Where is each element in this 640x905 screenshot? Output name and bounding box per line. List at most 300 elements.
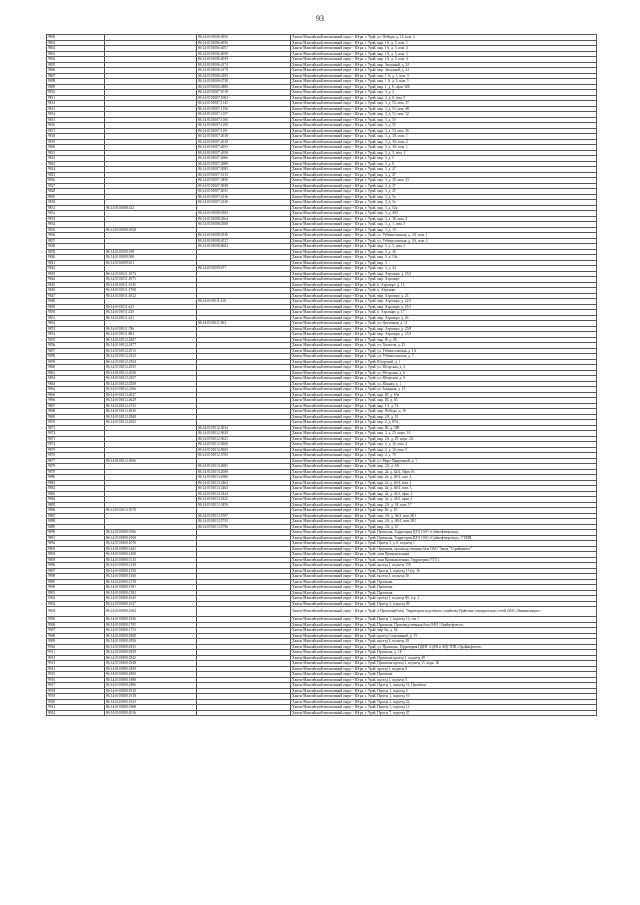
row-number-cell: 9822 xyxy=(47,156,105,162)
cadastral-number-cell: 86:14:0101006:4058 xyxy=(197,51,291,57)
row-number-cell: 9893 xyxy=(47,546,105,552)
address-cell: Ханты-Мансийский автономный округ - Югра, г. Урай, мкр. 3, д. 47 xyxy=(291,167,597,173)
cadastral-number-cell: 86:14:0101008:6602 xyxy=(197,244,291,250)
row-number-cell: 9825 xyxy=(47,172,105,178)
address-cell: Ханты-Мансийский автономный округ - Югра, г. Урай, мкр. Аэропорт, д. 23 xyxy=(291,293,597,299)
row-number-cell: 9887 xyxy=(47,513,105,519)
address-cell: Ханты-Мансийский автономный округ - Югра, г. Урай, мкр. 3, д. 37 xyxy=(291,183,597,189)
old-cadastral-cell: 86:14:0101800:1657 xyxy=(105,601,197,607)
row-number-cell: 9811 xyxy=(47,95,105,101)
row-number-cell: 9876 xyxy=(47,453,105,459)
cadastral-number-cell: 86:14:0101013:3456 xyxy=(197,502,291,508)
cadastral-number-cell: 86:14:0101007:4136 xyxy=(197,194,291,200)
address-cell: Ханты-Мансийский автономный округ - Югра, г. Урай, мкр. 2А, д. 40/4, пом. 001 xyxy=(291,519,597,525)
row-number-cell: 9903 xyxy=(47,601,105,607)
row-number-cell: 9835 xyxy=(47,227,105,233)
row-number-cell: 9818 xyxy=(47,134,105,140)
cadastral-number-cell: 86:14:0101013:5796 xyxy=(197,524,291,530)
address-cell: Ханты-Мансийский автономный округ - Югра, г. Урай, мкр. 1А, д. 5, пом. 3 xyxy=(291,51,597,57)
row-number-cell: 9837 xyxy=(47,238,105,244)
row-number-cell: 9899 xyxy=(47,579,105,585)
row-number-cell: 9836 xyxy=(47,233,105,239)
row-number-cell: 9814 xyxy=(47,112,105,118)
address-cell: Ханты-Мансийский автономный округ - Югра, г. Урай, Проезд 7, подъезд 47 xyxy=(291,710,597,716)
old-cadastral-cell: 86:14:0101012:2513 xyxy=(105,348,197,354)
row-number-cell: 9894 xyxy=(47,552,105,558)
cadastral-number-cell: 86:14:0101008:4536 xyxy=(197,233,291,239)
cadastral-number-cell: 86:14:0101007:1157 xyxy=(197,112,291,118)
cadastral-number-cell: 86:14:0101013:5732 xyxy=(197,519,291,525)
cadastral-number-cell xyxy=(197,710,291,716)
row-number-cell: 9812 xyxy=(47,101,105,107)
address-cell: Ханты-Мансийский автономный округ - Югра, г. Урай, мкр. 3, д. 8 xyxy=(291,161,597,167)
old-cadastral-cell: 86:14:0101800:1839 xyxy=(105,650,197,656)
row-number-cell: 9919 xyxy=(47,694,105,700)
address-cell: Ханты-Мансийский автономный округ - Югра, г. Урай, мкр. 1А, д. 5, пом. 4 xyxy=(291,57,597,63)
row-number-cell: 9831 xyxy=(47,205,105,211)
row-number-cell: 9879 xyxy=(47,469,105,475)
cadastral-number-cell: 86:14:0101006:4880 xyxy=(197,84,291,90)
row-number-cell: 9867 xyxy=(47,403,105,409)
row-number-cell: 9920 xyxy=(47,699,105,705)
address-cell: Ханты-Мансийский автономный округ - Югра, г. Урай, проезд 3, подъезд 30 xyxy=(291,574,597,580)
cadastral-number-cell: 86:14:0101006:4179 xyxy=(197,68,291,74)
old-cadastral-cell: 86:14:0101012:2566 xyxy=(105,387,197,393)
address-cell: Ханты-Мансийский автономный округ - Югра, г. Урай, проезд Спортивный, д. 13 xyxy=(291,633,597,639)
old-cadastral-cell: 86:14:0101800:1705 xyxy=(105,622,197,628)
row-number-cell: 9915 xyxy=(47,672,105,678)
row-number-cell: 9855 xyxy=(47,337,105,343)
address-cell: Ханты-Мансийский автономный округ - Югра, г. Урай, мкр. 3, д. 2 xyxy=(291,90,597,96)
row-number-cell: 9868 xyxy=(47,409,105,415)
old-cadastral-cell: 86:14:0101011:430 xyxy=(105,310,197,316)
address-cell: Ханты-Мансийский автономный округ - Югра, г. Урай, мкр. 2а, д. 40/4, пом. 3 xyxy=(291,486,597,492)
row-number-cell: 9847 xyxy=(47,293,105,299)
old-cadastral-cell: 86:14:0101011:431 xyxy=(105,315,197,321)
cadastral-number-cell: 86:14:0101007:3856 xyxy=(197,178,291,184)
row-number-cell: 9872 xyxy=(47,431,105,437)
row-number-cell: 9885 xyxy=(47,502,105,508)
row-number-cell: 9881 xyxy=(47,480,105,486)
cadastral-number-cell: 86:14:0101006:4738 xyxy=(197,79,291,85)
row-number-cell: 9850 xyxy=(47,310,105,316)
cadastral-number-cell: 86:14:0101013:2462 xyxy=(197,480,291,486)
address-cell: Ханты-Мансийский автономный округ - Югра, г. Урай, мкр. 2, д. 76 xyxy=(291,453,597,459)
old-cadastral-cell: 86:14:0101800:1645 xyxy=(105,596,197,602)
cadastral-number-cell: 86:14:0101013:2080 xyxy=(197,469,291,475)
old-cadastral-cell: 86:14:0101011:882 xyxy=(105,332,197,338)
row-number-cell: 9902 xyxy=(47,596,105,602)
old-cadastral-cell: 86:14:0101800:1529 xyxy=(105,563,197,569)
row-number-cell: 9896 xyxy=(47,563,105,569)
address-cell: Ханты-Мансийский автономный округ - Югра, г. Урай, Проезд 1, подъезд 15 (а), 16 xyxy=(291,568,597,574)
address-cell: Ханты-Мансийский автономный округ - Югра, г. Урай, проезд 3, подъезд 8 xyxy=(291,666,597,672)
cadastral-number-cell: 86:14:0101008:4508 xyxy=(197,222,291,228)
row-number-cell: 9807 xyxy=(47,73,105,79)
address-cell: Ханты-Мансийский автономный округ - Югра, г. Урай, мкр. Ш, д. 87 xyxy=(291,508,597,514)
cadastral-number-cell: 86:14:0101007:1156 xyxy=(197,106,291,112)
row-number-cell: 9883 xyxy=(47,491,105,497)
row-number-cell: 9921 xyxy=(47,705,105,711)
old-cadastral-cell: 86:14:0101800:1896 xyxy=(105,683,197,689)
row-number-cell: 9886 xyxy=(47,508,105,514)
address-cell: Ханты-Мансийский автономный округ - Югра, г. Урай, мкр. 3, д. 52а xyxy=(291,205,597,211)
address-cell: Ханты-Мансийский автономный округ - Югра, г. Урай, ул. Западная, д. 19 xyxy=(291,387,597,393)
old-cadastral-cell: 86:14:0101800:1578 xyxy=(105,579,197,585)
cadastral-number-cell: 86:14:0101008:4363 xyxy=(197,211,291,217)
row-number-cell: 9901 xyxy=(47,590,105,596)
address-cell: Ханты-Мансийский автономный округ - Югра, г. Урай, проезд 3, подъезд 29 xyxy=(291,639,597,645)
row-number-cell: 9830 xyxy=(47,200,105,206)
row-number-cell: 9800 xyxy=(47,35,105,41)
address-cell: Ханты-Мансийский автономный округ - Югра, г. Урай, мкр. 3, д. 53, пом. 37 xyxy=(291,101,597,107)
row-number-cell: 9854 xyxy=(47,332,105,338)
old-cadastral-cell: 86:14:0101800:1694 xyxy=(105,607,197,617)
address-cell: Ханты-Мансийский автономный округ - Югра, г. Урай, Промзона, Территория ЦТО ОАО «Сибнефтепровод», УТМН xyxy=(291,535,597,541)
old-cadastral-cell: 86:14:0101012:2557 xyxy=(105,376,197,382)
row-number-cell: 9882 xyxy=(47,486,105,492)
address-cell: Ханты-Мансийский автономный округ - Югра, г. Урай, Проезд 1, подъезд 13, стр 1 xyxy=(291,617,597,623)
old-cadastral-cell: 86:14:0101012:2554 xyxy=(105,359,197,365)
old-cadastral-cell: 86:14:0101012:2555 xyxy=(105,365,197,371)
row-number-cell: 9851 xyxy=(47,315,105,321)
cadastral-number-cell: 86:14:0101013:3324 xyxy=(197,491,291,497)
row-number-cell: 9860 xyxy=(47,365,105,371)
address-cell: Ханты-Мансийский автономный округ - Югра, г. Урай, ул. Цветочная, д. 11 xyxy=(291,321,597,327)
address-cell: Ханты-Мансийский автономный округ - Югра, г. Урай, мкр. 3, д. 3, пом. 2 xyxy=(291,150,597,156)
row-number-cell: 9900 xyxy=(47,585,105,591)
old-cadastral-cell: 86:14:0101011:425 xyxy=(105,304,197,310)
old-cadastral-cell: 86:14:0101012:2943 xyxy=(105,420,197,426)
old-cadastral-cell: 86:14:0101800:1833 xyxy=(105,644,197,650)
row-number-cell: 9808 xyxy=(47,79,105,85)
row-number-cell: 9845 xyxy=(47,282,105,288)
address-cell: Ханты-Мансийский автономный округ - Югра, г. Урай, Промзона xyxy=(291,590,597,596)
address-cell: Ханты-Мансийский автономный округ - Югра, г. Урай, Промзона, производственная база ОАО "Завод "Стройинвест" xyxy=(291,546,597,552)
row-number-cell: 9815 xyxy=(47,117,105,123)
address-cell: Ханты-Мансийский автономный округ - Югра, г. Урай, мкр. Ш, д. 65а xyxy=(291,392,597,398)
address-cell: Ханты-Мансийский автономный округ - Югра, г. Урай, мкр. 3, д. 3А, пом. 2 xyxy=(291,139,597,145)
row-number-cell: 9922 xyxy=(47,710,105,716)
cadastral-number-cell: 86:14:0101013:3325 xyxy=(197,497,291,503)
cadastral-number-cell: 86:14:0101012:3669 xyxy=(197,447,291,453)
address-cell: Ханты-Мансийский автономный округ - Югра, г. Урай, мкр Ли, д. 54 xyxy=(291,628,597,634)
old-cadastral-cell: 86:14:0101012:2477 xyxy=(105,343,197,349)
row-number-cell: 9820 xyxy=(47,145,105,151)
address-cell: Ханты-Мансийский автономный округ - Югра, г. Урай, ул. Морс-Приречный, д. 1 xyxy=(291,458,597,464)
row-number-cell: 9805 xyxy=(47,62,105,68)
row-number-cell: 9880 xyxy=(47,475,105,481)
address-cell: Ханты-Мансийский автономный округ - Югра, г. Урай, мкр. 3, д. 3А, пом. 1 xyxy=(291,134,597,140)
row-number-cell: 9844 xyxy=(47,277,105,283)
old-cadastral-cell: 86:14:0101012:4566 xyxy=(105,458,197,464)
old-cadastral-cell: 86:14:0101800:1923 xyxy=(105,699,197,705)
row-number-cell: 9888 xyxy=(47,519,105,525)
old-cadastral-cell: 86:14:0101800:1068 xyxy=(105,535,197,541)
old-cadastral-cell: 86:14:0101800:1066 xyxy=(105,530,197,536)
address-cell: Ханты-Мансийский автономный округ - Югра, г. Урай, мкр. 2, д. 85А xyxy=(291,420,597,426)
row-number-cell: 9858 xyxy=(47,354,105,360)
old-cadastral-cell: 86:14:0101012:2556 xyxy=(105,370,197,376)
cadastral-number-cell: 86:14:0101013:2463 xyxy=(197,486,291,492)
row-number-cell: 9906 xyxy=(47,622,105,628)
address-cell: Ханты-Мансийский автономный округ - Югра, г. Урай, проезд 1, подъезд 8б, стр. 2 xyxy=(291,596,597,602)
address-cell: Ханты-Мансийский автономный округ - Югра, г. Урай, Промзона xyxy=(291,579,597,585)
address-cell: Ханты-Мансийский автономный округ - Югра, г. Урай, мкр. 2А, д. 4А xyxy=(291,464,597,470)
cadastral-number-cell: 86:14:0101007:3115 xyxy=(197,172,291,178)
address-cell: Ханты-Мансийский автономный округ - Югра, г. Урай, мкр. 3, д. 8, пом. 5 xyxy=(291,95,597,101)
row-number-cell: 9863 xyxy=(47,381,105,387)
address-cell: Ханты-Мансийский автономный округ - Югра, г. Урай, Промзона проезд 1, подъезд 15, корп. 1Б xyxy=(291,661,597,667)
address-cell: Ханты-Мансийский автономный округ - Югра, г. Урай, Проезд 3, д. 6, подъезд 1 xyxy=(291,541,597,547)
address-cell: Ханты-Мансийский автономный округ - Югра, г. Урай, мкр. 1А, д. 74 xyxy=(291,403,597,409)
row-number-cell: 9823 xyxy=(47,161,105,167)
address-cell: Ханты-Мансийский автономный округ - Югра, г. Урай, мкр. 3, д. 54а xyxy=(291,255,597,261)
address-cell: Ханты-Мансийский автономный округ - Югра, г. Урай, мкр. 2, д. 16, пом. 5 xyxy=(291,447,597,453)
address-cell: Ханты-Мансийский автономный округ - Югра, г. Урай, п. Аэропорт xyxy=(291,288,597,294)
cadastral-number-cell: 86:14:0101007:3083 xyxy=(197,167,291,173)
cadastral-number-cell: 86:14:0101012:3054 xyxy=(197,425,291,431)
address-cell: Ханты-Мансийский автономный округ - Югра, г. Урай, мкр. Ш, д. 589 xyxy=(291,425,597,431)
cadastral-number-cell: 86:14:0101012:3620 xyxy=(197,431,291,437)
row-number-cell: 9803 xyxy=(47,51,105,57)
cadastral-number-cell: 86:14:0101007:2680 xyxy=(197,161,291,167)
cadastral-number-cell: 86:14:0101006:3656 xyxy=(197,35,291,41)
cadastral-number-cell: 86:14:0101012:3621 xyxy=(197,436,291,442)
address-cell: Ханты-Мансийский автономный округ - Югра, г. Урай, мкр. 3, д. 38, пом. 4 xyxy=(291,216,597,222)
address-cell: Ханты-Мансийский автономный округ - Югра, г. Урай, мкр. 3, д. 19 xyxy=(291,227,597,233)
address-cell: Ханты-Мансийский автономный округ - Югра, г. Урай, мкр. 3, д. 16 xyxy=(291,249,597,255)
old-cadastral-cell: 86:14:0101800:1918 xyxy=(105,694,197,700)
address-cell: Ханты-Мансийский автономный округ - Югра, г. Урай, Проезд 1, подъезд 13, Промбаза xyxy=(291,683,597,689)
row-number-cell: 9816 xyxy=(47,123,105,129)
address-cell: Ханты-Мансийский автономный округ - Югра, г. Урай, ул. Южная, д. 1 xyxy=(291,381,597,387)
cadastral-number-cell: 86:14:0101012:3668 xyxy=(197,442,291,448)
cadastral-number-cell xyxy=(197,607,291,617)
address-cell: Ханты-Мансийский автономный округ - Югра, г. Урай, проезд 1, подъезд 5 xyxy=(291,677,597,683)
old-cadastral-cell: 86:14:0101011:1812 xyxy=(105,293,197,299)
old-cadastral-cell: 86:14:0101011:796 xyxy=(105,326,197,332)
address-cell: Ханты-Мансийский автономный округ - Югра, г. Урай, проезд 1, подъезд 15б xyxy=(291,563,597,569)
registry-table xyxy=(46,34,597,716)
old-cadastral-cell: 86:14:0101800:1910 xyxy=(105,688,197,694)
old-cadastral-cell: 86:14:0101008:425 xyxy=(105,205,197,211)
address-cell: Ханты-Мансийский автономный округ - Югра, г. Урай, мкр. Аэропорт, д. 23/3 xyxy=(291,332,597,338)
old-cadastral-cell: 86:14:0101800:1753 xyxy=(105,628,197,634)
old-cadastral-cell: 86:14:0101800:1581 xyxy=(105,585,197,591)
old-cadastral-cell: 86:14:0101011:1545 xyxy=(105,282,197,288)
row-number-cell: 9801 xyxy=(47,40,105,46)
address-cell: Ханты-Мансийский автономный округ - Югра, г. Урай, Промзона проезд 1, подъезд 49 xyxy=(291,655,597,661)
address-cell: Ханты-Мансийский автономный округ - Югра, г. Урай, Проезд 3, подъезд 22 xyxy=(291,699,597,705)
row-number-cell: 9856 xyxy=(47,343,105,349)
old-cadastral-cell: 86:14:0101012:2810 xyxy=(105,409,197,415)
cadastral-number-cell: 86:14:0101007:4140 xyxy=(197,200,291,206)
address-cell: Ханты-Мансийский автономный округ - Югра, г. Урай, Проезд 1, подъезд 10 xyxy=(291,694,597,700)
row-number-cell: 9904 xyxy=(47,607,105,617)
cadastral-number-cell: 86:14:0101009:677 xyxy=(197,266,291,272)
address-cell: Ханты-Мансийский автономный округ - Югра, г. Урай, мкр. 1 А, д. 5, пом. 5 xyxy=(291,79,597,85)
address-cell: Ханты-Мансийский автономный округ - Югра, г. Урай, мкр. 3, д. 55 xyxy=(291,117,597,123)
row-number-cell: 9877 xyxy=(47,458,105,464)
address-cell: Ханты-Мансийский автономный округ - Югра, г. Урай, мкр. 2а, д. 42/4, Офис 81 xyxy=(291,469,597,475)
row-number-cell: 9838 xyxy=(47,244,105,250)
row-number-cell: 9875 xyxy=(47,447,105,453)
cadastral-number-cell: 86:14:0101012:3783 xyxy=(197,453,291,459)
address-cell: Ханты-Мансийский автономный округ - Югра, г. Урай, мкр. 3, д. 3, пом. 3 xyxy=(291,244,597,250)
address-cell: Ханты-Мансийский автономный округ - Югра, г. Урай, мкр. Аэропорт, д. 25/8 xyxy=(291,326,597,332)
address-cell: Ханты-Мансийский автономный округ - Югра, г. Урай, зона Промышленная, Территория УТТ-2 xyxy=(291,557,597,563)
cadastral-number-cell: 86:14:0101007:1062 xyxy=(197,95,291,101)
address-cell: Ханты-Мансийский автономный округ - Югра, г. Урай, мкр. 3, д. 28, пом. 33 xyxy=(291,178,597,184)
old-cadastral-cell: 86:14:0101009:611 xyxy=(105,260,197,266)
row-number-cell: 9839 xyxy=(47,249,105,255)
address-cell: Ханты-Мансийский автономный округ - Югра, г. Урай, Промзона xyxy=(291,585,597,591)
cadastral-number-cell: 86:14:0101007:3958 xyxy=(197,183,291,189)
row-number-cell: 9873 xyxy=(47,436,105,442)
address-cell: Ханты-Мансийский автономный округ - Югра, г. Урай, мкр. 3, д. 53, пом. 48 xyxy=(291,106,597,112)
cadastral-number-cell: 86:14:0101007:2655 xyxy=(197,145,291,151)
row-number-cell: 9828 xyxy=(47,189,105,195)
row-number-cell: 9827 xyxy=(47,183,105,189)
old-cadastral-cell: 86:14:0101800:1856 xyxy=(105,639,197,645)
row-number-cell: 9802 xyxy=(47,46,105,52)
address-cell: Ханты-Мансийский автономный округ - Югра, г. Урай, мкр. 2А, д. 25, корп. 2А xyxy=(291,436,597,442)
row-number-cell: 9909 xyxy=(47,639,105,645)
address-cell: Ханты-Мансийский автономный округ - Югра, г. Урай, п. Аэропорт, д. 15 xyxy=(291,282,597,288)
old-cadastral-cell: 86:14:0101800:1582 xyxy=(105,590,197,596)
row-number-cell: 9898 xyxy=(47,574,105,580)
old-cadastral-cell: 86:14:0101011:1074 xyxy=(105,271,197,277)
address-cell: Ханты-Мансийский автономный округ - Югра, г. Урай, мкр. Западный, д. 24 xyxy=(291,68,597,74)
address-cell: Ханты-Мансийский автономный округ - Югра, г. Урай, мкр. Аэропорт, д. 23/1 xyxy=(291,304,597,310)
cadastral-number-cell: 86:14:0101013:2081 xyxy=(197,464,291,470)
cadastral-number-cell: 86:14:0101007:2666 xyxy=(197,156,291,162)
address-cell: Ханты-Мансийский автономный округ - Югра, г. Урай, мкр. 1 А, д. 1, пом. 3 xyxy=(291,73,597,79)
address-cell: Ханты-Мансийский автономный округ - Югра, г. Урай, Проезд 3, подъезд 49 xyxy=(291,601,597,607)
row-number-cell: 9908 xyxy=(47,633,105,639)
cadastral-number-cell: 86:14:0101007:2658 xyxy=(197,150,291,156)
row-number-cell: 9871 xyxy=(47,425,105,431)
row-number-cell: 9862 xyxy=(47,376,105,382)
row-number-cell: 9804 xyxy=(47,57,105,63)
row-number-cell: 9829 xyxy=(47,194,105,200)
registry-body xyxy=(47,35,597,716)
row-number-cell: 9917 xyxy=(47,683,105,689)
old-cadastral-cell: 86:14:0101800:1850 xyxy=(105,666,197,672)
address-cell: Ханты-Мансийский автономный округ - Югра, г. Урай, мкр. Аэропорт, д. 22/3 xyxy=(291,299,597,305)
row-number-cell: 9821 xyxy=(47,150,105,156)
cadastral-number-cell: 86:14:0101007:1190 xyxy=(197,123,291,129)
old-cadastral-cell: 86:14:0101800:1842 xyxy=(105,655,197,661)
old-cadastral-cell: 86:14:0101012:2627 xyxy=(105,392,197,398)
cadastral-number-cell: 86:14:0101007:1018 xyxy=(197,90,291,96)
address-cell: Ханты-Мансийский автономный округ - Югра, г. Урай, мкр. 2а, д. 43/2, офис 2 xyxy=(291,497,597,503)
row-number-cell: 9911 xyxy=(47,650,105,656)
address-cell: Ханты-Мансийский автономный округ - Югра, г. Урай, Промзона, Территория ЦТО ОАО «Сибнефтепровод» xyxy=(291,530,597,536)
row-number-cell: 9846 xyxy=(47,288,105,294)
row-number-cell: 9916 xyxy=(47,677,105,683)
address-cell: Ханты-Мансийский автономный округ - Югра, г. Урай, мкр. Аэропорт xyxy=(291,277,597,283)
cadastral-number-cell: 86:14:0101007:2618 xyxy=(197,134,291,140)
old-cadastral-cell: 86:14:0101800:1076 xyxy=(105,541,197,547)
address-cell: Ханты-Мансийский автономный округ - Югра, г. Урай, зона Промышленная xyxy=(291,552,597,558)
old-cadastral-cell: 86:14:0101012:2558 xyxy=(105,381,197,387)
row-number-cell: 9912 xyxy=(47,655,105,661)
row-number-cell: 9810 xyxy=(47,90,105,96)
address-cell: Ханты-Мансийский автономный округ - Югра, г. Урай, мкр. 3, д. 1, пом. 5 xyxy=(291,222,597,228)
old-cadastral-cell: 86:14:0101800:1515 xyxy=(105,557,197,563)
row-number-cell: 9852 xyxy=(47,321,105,327)
address-cell: Ханты-Мансийский автономный округ - Югра, г. Урай, ул. Узбекистанская, д. 2А, пом. 1 xyxy=(291,233,597,239)
old-cadastral-cell: 86:14:0101800:1401 xyxy=(105,546,197,552)
address-cell: Ханты-Мансийский автономный округ - Югра, г. Урай, мкр. 2а, д. 40/4, пом. 2 xyxy=(291,480,597,486)
address-cell: Ханты-Мансийский автономный округ - Югра, г. Урай, Промзона, Производственная база ОАО «Урайнефтегаз» xyxy=(291,622,597,628)
old-cadastral-cell: 86:14:0101800:1848 xyxy=(105,661,197,667)
old-cadastral-cell: 86:14:0101800:2016 xyxy=(105,710,197,716)
address-cell: Ханты-Мансийский автономный округ - Югра, г. Урай, ул. Узбекистанская, д. 1А xyxy=(291,348,597,354)
address-cell: Ханты-Мансийский автономный округ - Югра, г. Урай, мкр. 2, д. 16, пом. 4 xyxy=(291,442,597,448)
row-number-cell: 9861 xyxy=(47,370,105,376)
address-cell: Ханты-Мансийский автономный округ - Югра, г. Урай, мкр. 3, д. 3А, пом. 1 xyxy=(291,145,597,151)
address-cell: Ханты-Мансийский автономный округ - Югра, г. Урай, Югорский, д. 1 xyxy=(291,359,597,365)
row-number-cell: 9813 xyxy=(47,106,105,112)
address-cell: Ханты-Мансийский автономный округ - Югра, г. Урай, мкр. 1, д. 6, офис 306 xyxy=(291,84,597,90)
old-cadastral-cell: 86:14:0101800:1408 xyxy=(105,552,197,558)
row-number-cell: 9865 xyxy=(47,392,105,398)
address-cell: Ханты-Мансийский автономный округ - Югра, г. Урай, ул. Узбекистанская, д. 2А, пом. 2 xyxy=(291,238,597,244)
address-cell: Ханты-Мансийский автономный округ - Югра, г. Урай, мкр. Ш, д. 65 xyxy=(291,398,597,404)
address-cell: Ханты-Мансийский автономный округ - Югра, г. Урай, мкр. 2А, д. 40/4, пом. 001 xyxy=(291,513,597,519)
old-cadastral-cell: 86:14:0101800:1808 xyxy=(105,633,197,639)
address-cell: Ханты-Мансийский автономный округ - Югра, г. Урай, мкр. 2а, д. 43/2, офис 1 xyxy=(291,491,597,497)
row-number-cell: 9848 xyxy=(47,299,105,305)
row-number-cell: 9843 xyxy=(47,271,105,277)
table-row xyxy=(47,710,597,716)
row-number-cell: 9809 xyxy=(47,84,105,90)
row-number-cell: 9874 xyxy=(47,442,105,448)
row-number-cell: 9824 xyxy=(47,167,105,173)
address-cell: Ханты-Мансийский автономный округ - Югра, г. Урай, мкр. 1А, д. 5, пом. 2 xyxy=(291,46,597,52)
address-cell: Ханты-Мансийский автономный округ - Югра, г. Урай, мкр. 3, д. 40/1 xyxy=(291,211,597,217)
cadastral-number-cell: 86:14:0101011:418 xyxy=(197,299,291,305)
address-cell: Ханты-Мансийский автономный округ - Югра, г. Урай, мкр. Победы, д. 10 xyxy=(291,409,597,415)
address-cell: Ханты-Мансийский автономный округ - Югра, г. Урай, мкр. 2, д. 25, корп. 1А xyxy=(291,431,597,437)
address-cell: Ханты-Мансийский автономный округ - Югра, г. Урай, ул. Узбекистанская, д. 7 xyxy=(291,354,597,360)
row-number-cell: 9869 xyxy=(47,414,105,420)
row-number-cell: 9832 xyxy=(47,211,105,217)
row-number-cell: 9878 xyxy=(47,464,105,470)
row-number-cell: 9864 xyxy=(47,387,105,393)
row-number-cell: 9842 xyxy=(47,266,105,272)
row-number-cell: 9866 xyxy=(47,398,105,404)
row-number-cell: 9857 xyxy=(47,348,105,354)
old-cadastral-cell: 86:14:0101800:1560 xyxy=(105,574,197,580)
address-cell: Ханты-Мансийский автономный округ - Югра, г. Урай, мкр. 3, д. 5а xyxy=(291,194,597,200)
address-cell: Ханты-Мансийский автономный округ - Югра, г. Урай, п. Аэропорт, д. 17 xyxy=(291,310,597,316)
address-cell: Ханты-Мансийский автономный округ - Югра, г. Урай, мкр. 2А, д. 10 xyxy=(291,414,597,420)
old-cadastral-cell: 86:14:0101011:1075 xyxy=(105,277,197,283)
address-cell: Ханты-Мансийский автономный округ - Югра, г. Урай, мкр. 2А, д. 10 xyxy=(291,524,597,530)
row-number-cell: 9907 xyxy=(47,628,105,634)
row-number-cell: 9918 xyxy=(47,688,105,694)
address-cell: Ханты-Мансийский автономный округ - Югра, г. Урай, ул. Победы, д. 14, пом. 3 xyxy=(291,35,597,41)
row-number-cell: 9897 xyxy=(47,568,105,574)
row-number-cell: 9895 xyxy=(47,557,105,563)
old-cadastral-cell: 86:14:0101008:4538 xyxy=(105,227,197,233)
old-cadastral-cell: 86:14:0101011:1768 xyxy=(105,288,197,294)
row-number-cell: 9834 xyxy=(47,222,105,228)
